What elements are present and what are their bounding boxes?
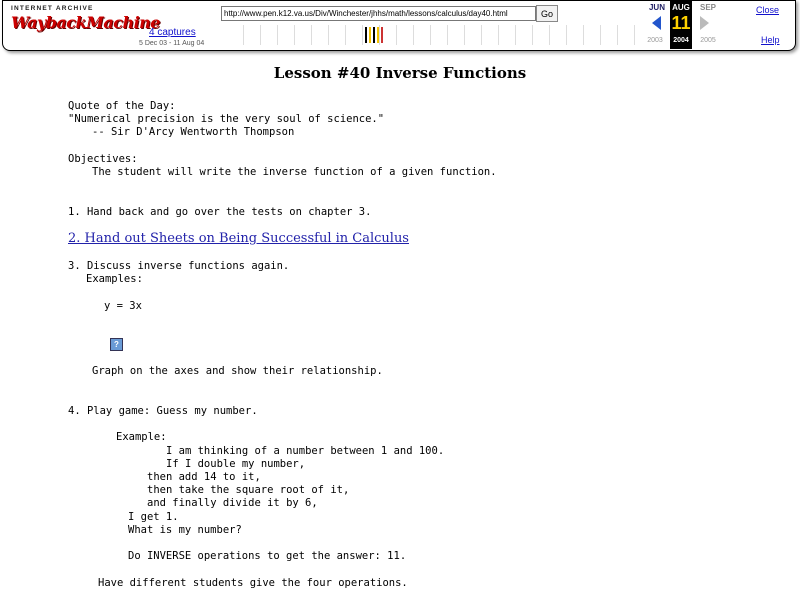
- month-next: SEP: [699, 3, 716, 12]
- next-capture-arrow-icon: [700, 16, 709, 30]
- year-next: 2005: [700, 37, 716, 44]
- prev-capture-arrow-icon[interactable]: [652, 16, 661, 30]
- answer-line: Do INVERSE operations to get the answer: 11.: [128, 550, 407, 562]
- game-line: What is my number?: [128, 524, 242, 536]
- game-line: I am thinking of a number between 1 and 100.: [166, 445, 445, 457]
- logo-internet-archive-text: INTERNET ARCHIVE: [11, 5, 94, 12]
- year-prev: 2003: [647, 37, 663, 44]
- go-button[interactable]: Go: [536, 5, 558, 22]
- graph-instruction: Graph on the axes and show their relationship.: [92, 365, 383, 377]
- year-current: 2004: [673, 37, 689, 44]
- examples-label: Examples:: [86, 273, 143, 285]
- month-current: AUG: [670, 1, 692, 49]
- sparkline-bar: [369, 27, 371, 43]
- logo-wayback-text: WaybackMachine: [11, 13, 160, 32]
- sparkline-bar: [381, 27, 383, 43]
- item-3: 3. Discuss inverse functions again.: [68, 260, 290, 272]
- wayback-toolbar: [2, 0, 796, 51]
- game-line: then take the square root of it,: [147, 484, 350, 496]
- capture-day: 11: [671, 13, 691, 33]
- missing-image-icon: ?: [110, 338, 123, 351]
- example-label: Example:: [116, 431, 167, 443]
- game-line: If I double my number,: [166, 458, 306, 470]
- game-line: then add 14 to it,: [147, 471, 261, 483]
- game-line: I get 1.: [128, 511, 179, 523]
- item-1: 1. Hand back and go over the tests on chapter 3.: [68, 206, 372, 218]
- quote-label: Quote of the Day:: [68, 100, 176, 112]
- wayback-logo[interactable]: [11, 5, 160, 43]
- capture-sparkline[interactable]: [227, 25, 635, 45]
- quote-text: "Numerical precision is the very soul of science.": [68, 113, 385, 125]
- objectives-text: The student will write the inverse function of a given function.: [92, 166, 497, 178]
- captures-link[interactable]: 4 captures: [149, 27, 196, 38]
- capture-date-range: 5 Dec 03 - 11 Aug 04: [139, 40, 205, 47]
- quote-author: -- Sir D'Arcy Wentworth Thompson: [92, 126, 295, 138]
- closing-line: Have different students give the four operations.: [98, 577, 408, 589]
- example-equation: y = 3x: [104, 300, 142, 312]
- successful-calculus-link[interactable]: 2. Hand out Sheets on Being Successful in Calculus: [68, 231, 409, 246]
- sparkline-bar: [373, 27, 375, 43]
- page-title: Lesson #40 Inverse Functions: [273, 64, 527, 82]
- month-prev[interactable]: JUN: [648, 3, 665, 12]
- help-link[interactable]: Help: [761, 35, 780, 45]
- sparkline-bar: [377, 27, 379, 43]
- url-input[interactable]: [221, 6, 536, 21]
- sparkline-bar: [365, 27, 367, 43]
- game-line: and finally divide it by 6,: [147, 497, 318, 509]
- close-link[interactable]: Close: [756, 5, 780, 15]
- objectives-label: Objectives:: [68, 153, 138, 165]
- item-4: 4. Play game: Guess my number.: [68, 405, 258, 417]
